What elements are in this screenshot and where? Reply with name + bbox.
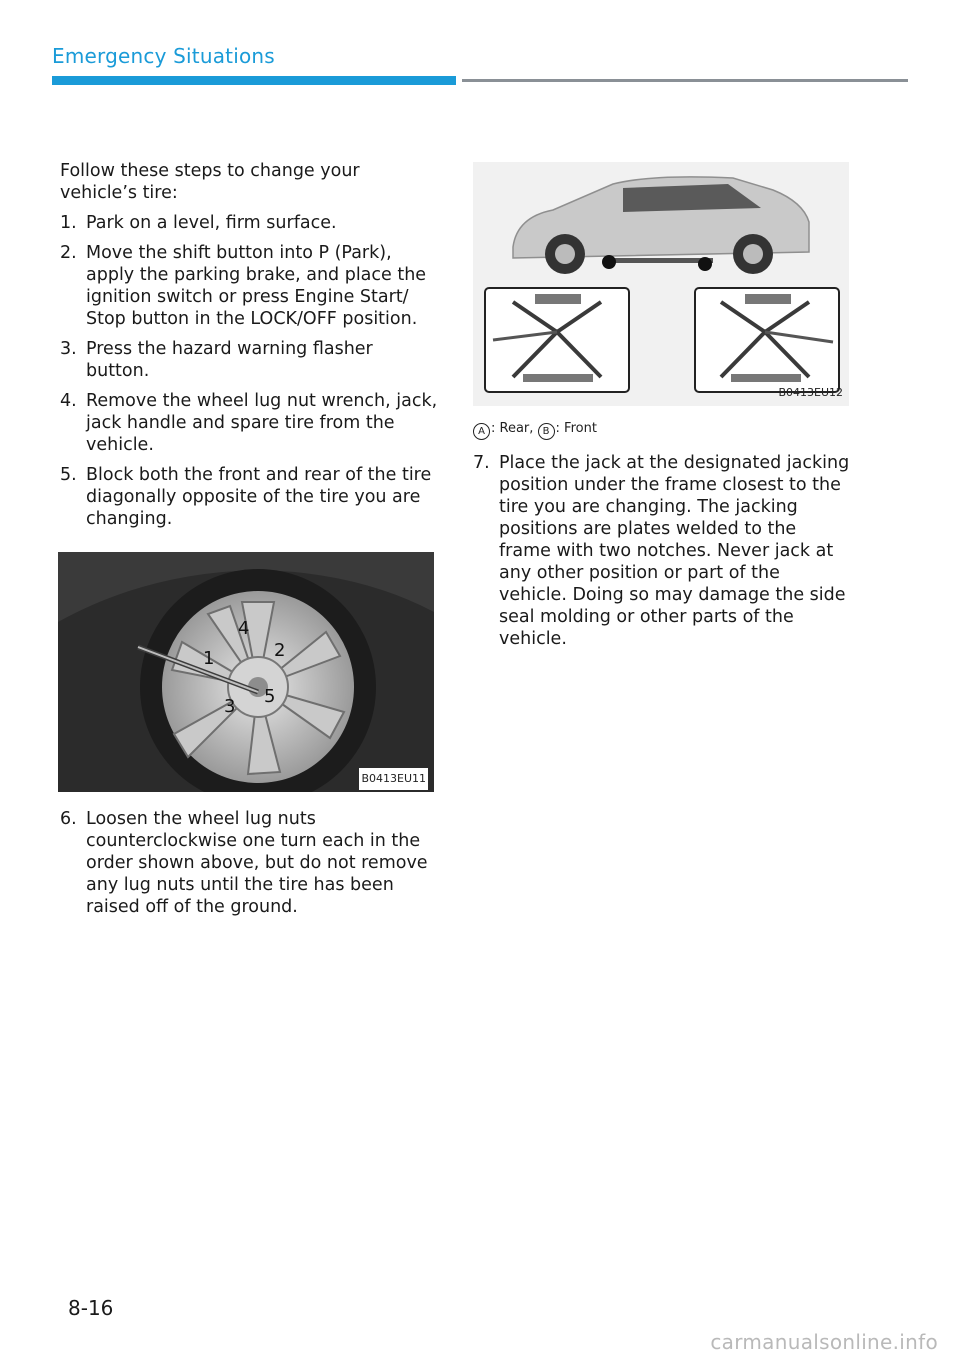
lug-label: 2 (274, 640, 286, 661)
step-text: Press the hazard warning flasher button. (86, 339, 373, 381)
steps-list-3 (473, 452, 853, 650)
step-number: 4. (60, 391, 77, 411)
header-rule-accent (52, 76, 456, 85)
marker-b: B (538, 423, 555, 440)
step-text: Park on a level, firm surface. (86, 213, 337, 233)
step-number: 1. (60, 213, 77, 233)
step-number: 7. (473, 453, 490, 473)
steps-list-1 (60, 212, 440, 530)
header-rule (462, 79, 908, 82)
left-column (60, 160, 440, 926)
page-number: 8-16 (68, 1296, 114, 1320)
step-number: 6. (60, 809, 77, 829)
wheel-figure (58, 552, 434, 792)
lug-label: 4 (238, 618, 250, 639)
figure-code: B0413EU12 (778, 386, 843, 399)
wheel-illustration (58, 552, 434, 792)
step-text: Place the jack at the designated jacking position under the frame closest to the tire you are changing. The jacking positions are plates welded to the frame with two notches. Never jack at any other position or part of the vehicle. Doing so may damage the side seal molding or other parts of the vehicle. (499, 453, 850, 649)
step-item (60, 338, 440, 382)
caption-text-b: : Front (555, 421, 597, 436)
marker-a: A (473, 423, 490, 440)
watermark: carmanualsonline.info (710, 1330, 938, 1354)
step-item (60, 390, 440, 456)
lug-label: 5 (264, 686, 276, 707)
steps-list-2 (60, 808, 440, 918)
step-number: 2. (60, 243, 77, 263)
step-item (60, 212, 440, 234)
figure-code: B0413EU11 (359, 768, 428, 790)
step-text: Move the shift button into P (Park), apply the parking brake, and place the ignition switch or press Engine Start/ Stop button in the LOCK/OFF position. (86, 243, 427, 329)
step-item (60, 464, 440, 530)
step-item (60, 242, 440, 330)
step-number: 3. (60, 339, 77, 359)
step-text: Loosen the wheel lug nuts counterclockwise one turn each in the order shown above, but do not remove any lug nuts until the tire has been raised off of the ground. (86, 809, 428, 917)
intro-text: Follow these steps to change your vehicle’s tire: (60, 161, 360, 203)
jack-illustration (473, 162, 849, 406)
lug-label: 1 (203, 648, 215, 669)
step-item (60, 808, 440, 918)
step-item (473, 452, 853, 650)
step-number: 5. (60, 465, 77, 485)
right-column (473, 160, 853, 658)
step-text: Block both the front and rear of the tire diagonally opposite of the tire you are changing. (86, 465, 432, 529)
jack-figure (473, 162, 849, 406)
lug-label: 3 (224, 696, 236, 717)
figure-caption (473, 418, 853, 440)
step-text: Remove the wheel lug nut wrench, jack, jack handle and spare tire from the vehicle. (86, 391, 438, 455)
caption-text-a: : Rear, (491, 421, 538, 436)
section-title: Emergency Situations (52, 44, 275, 68)
